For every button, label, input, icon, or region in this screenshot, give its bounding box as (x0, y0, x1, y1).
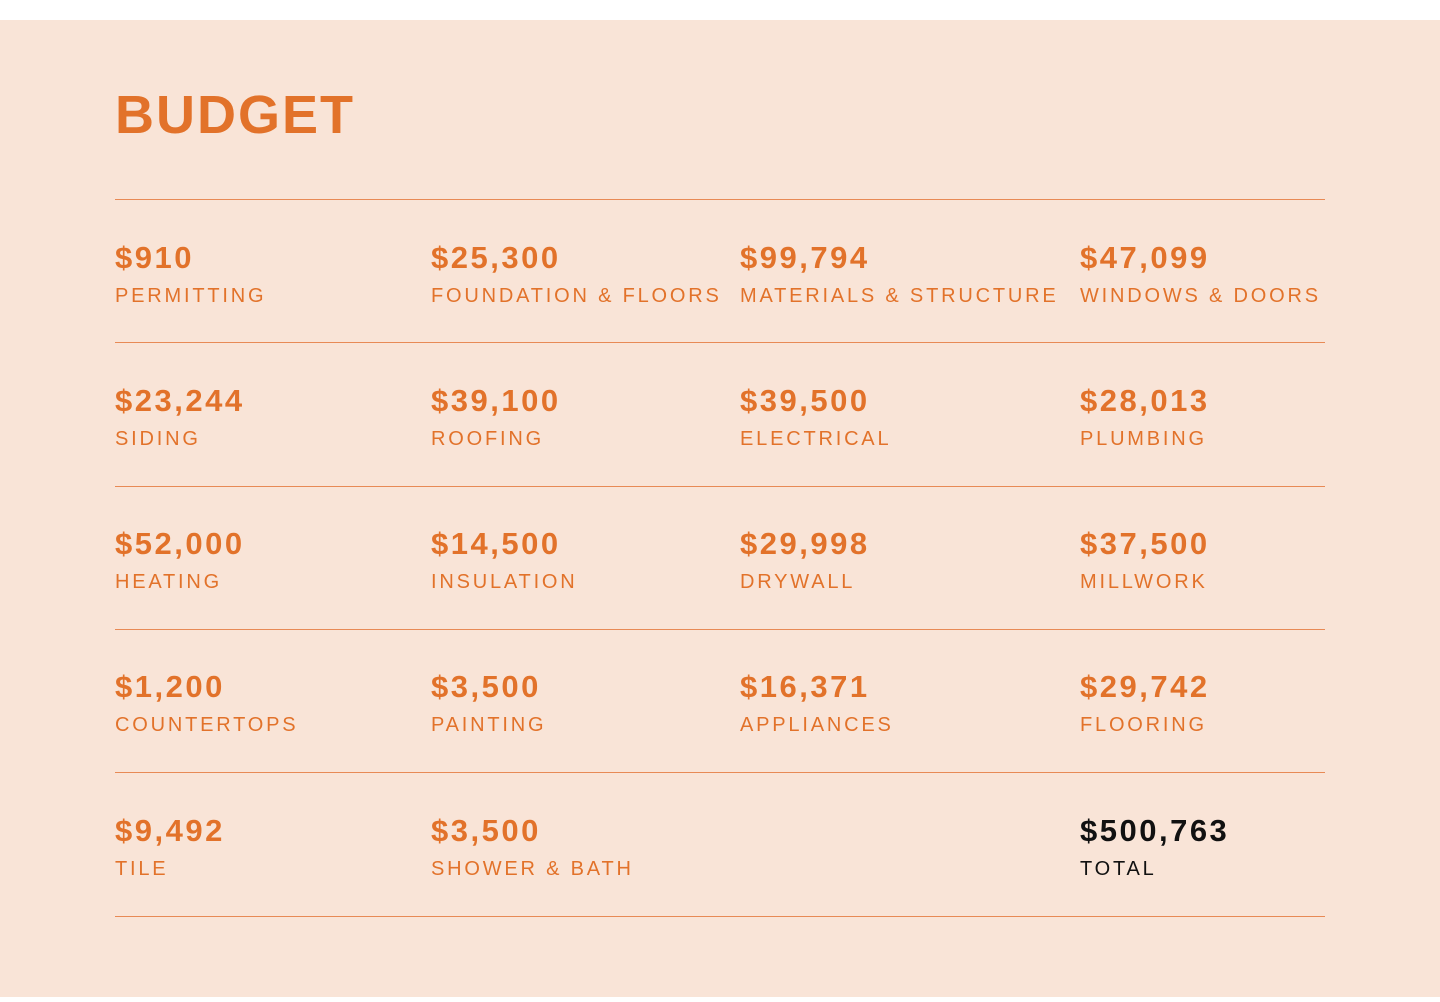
item-label: TILE (115, 858, 169, 880)
item-label: COUNTERTOPS (115, 714, 299, 736)
budget-total (1080, 815, 1229, 879)
budget-item (431, 528, 578, 592)
budget-item (740, 385, 891, 449)
item-label: APPLIANCES (740, 714, 894, 736)
divider (115, 772, 1325, 773)
budget-item (740, 528, 870, 592)
budget-item (115, 671, 298, 735)
item-label: ROOFING (431, 428, 544, 450)
item-label: SIDING (115, 428, 201, 450)
divider (115, 629, 1325, 630)
divider (115, 342, 1325, 343)
item-label: FLOORING (1080, 714, 1207, 736)
item-amount: $39,500 (740, 383, 870, 418)
item-label: MATERIALS & STRUCTURE (740, 285, 1059, 307)
item-amount: $910 (115, 240, 194, 275)
item-label: DRYWALL (740, 571, 856, 593)
page-title: BUDGET (115, 85, 355, 145)
item-label: FOUNDATION & FLOORS (431, 285, 722, 307)
budget-item (431, 385, 561, 449)
item-amount: $14,500 (431, 526, 561, 561)
budget-item (115, 242, 266, 306)
item-amount: $9,492 (115, 813, 225, 848)
budget-item (431, 815, 634, 879)
item-label: SHOWER & BATH (431, 858, 634, 880)
item-amount: $47,099 (1080, 240, 1210, 275)
budget-item (1080, 528, 1210, 592)
budget-item (431, 671, 546, 735)
budget-item (115, 385, 245, 449)
item-label: PLUMBING (1080, 428, 1207, 450)
item-label: WINDOWS & DOORS (1080, 285, 1321, 307)
item-amount: $16,371 (740, 669, 870, 704)
item-amount: $3,500 (431, 813, 541, 848)
item-amount: $23,244 (115, 383, 245, 418)
budget-item (1080, 242, 1321, 306)
divider (115, 916, 1325, 917)
item-label: INSULATION (431, 571, 578, 593)
item-label: PERMITTING (115, 285, 267, 307)
item-amount: $29,742 (1080, 669, 1210, 704)
budget-item (740, 242, 1058, 306)
item-amount: $99,794 (740, 240, 870, 275)
budget-item (431, 242, 722, 306)
item-label: ELECTRICAL (740, 428, 892, 450)
total-label: TOTAL (1080, 858, 1157, 880)
budget-item (1080, 385, 1210, 449)
item-amount: $28,013 (1080, 383, 1210, 418)
total-amount: $500,763 (1080, 813, 1230, 848)
item-label: PAINTING (431, 714, 547, 736)
divider (115, 486, 1325, 487)
item-label: MILLWORK (1080, 571, 1208, 593)
budget-panel (0, 20, 1440, 997)
budget-item (1080, 671, 1210, 735)
item-amount: $1,200 (115, 669, 225, 704)
item-label: HEATING (115, 571, 223, 593)
budget-item (115, 815, 225, 879)
item-amount: $29,998 (740, 526, 870, 561)
divider (115, 199, 1325, 200)
item-amount: $37,500 (1080, 526, 1210, 561)
budget-item (115, 528, 245, 592)
item-amount: $39,100 (431, 383, 561, 418)
item-amount: $3,500 (431, 669, 541, 704)
budget-item (740, 671, 894, 735)
item-amount: $52,000 (115, 526, 245, 561)
item-amount: $25,300 (431, 240, 561, 275)
